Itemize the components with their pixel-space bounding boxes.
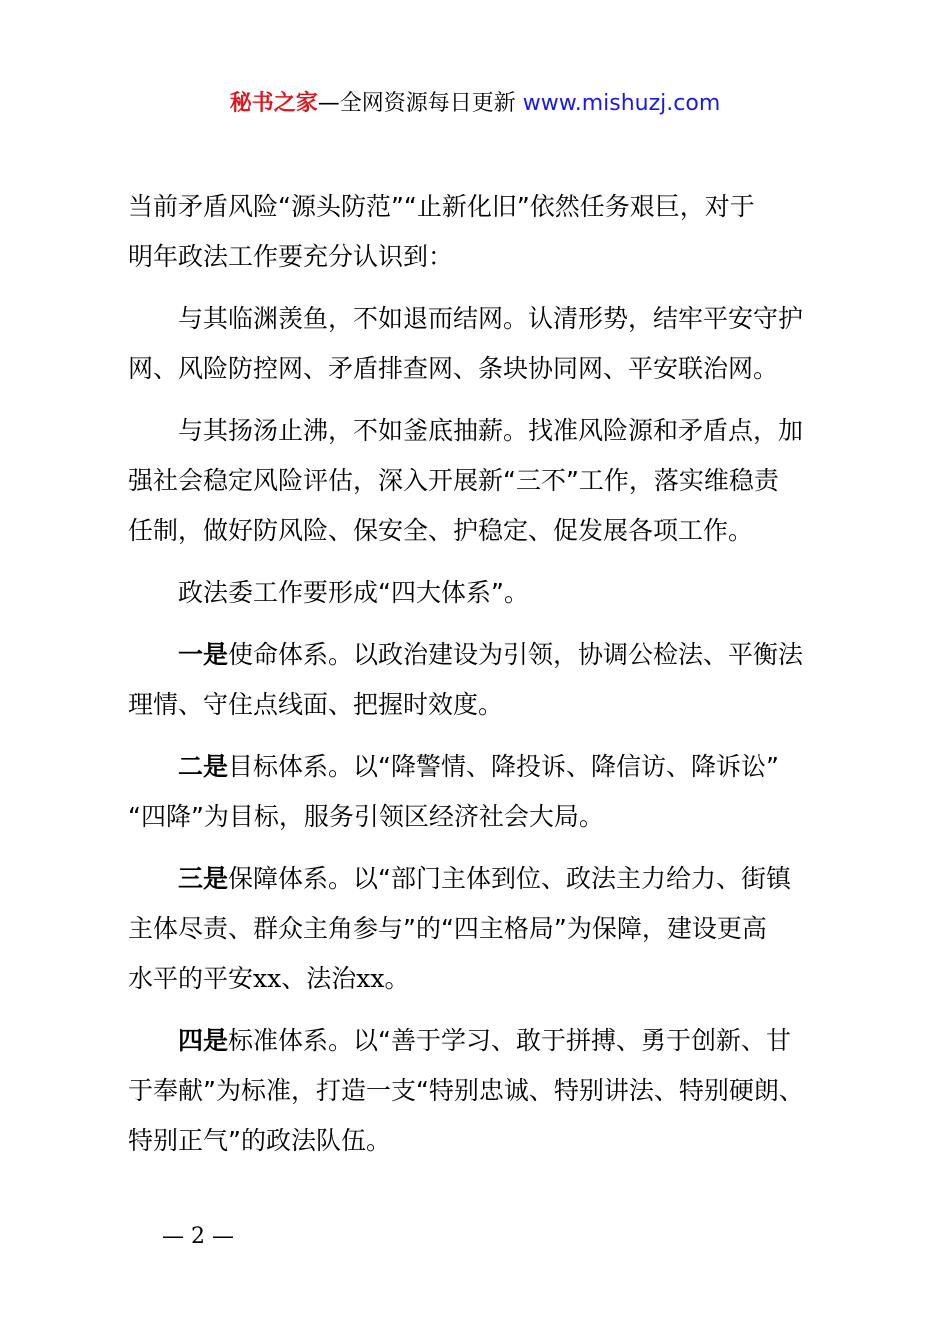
- text-segment: 。: [384, 964, 410, 993]
- paragraph-standard-system: [128, 1016, 848, 1166]
- document-body: [128, 182, 848, 1166]
- item-text: 目标体系。以“降警情、降投诉、降信访、降诉讼”: [228, 752, 779, 781]
- text-line: 明年政法工作要充分认识到：: [128, 242, 454, 271]
- site-url-link[interactable]: www.mishuzj.com: [522, 91, 721, 116]
- banner-tagline: —全网资源每日更新: [317, 91, 516, 116]
- paragraph-goal-system: [128, 742, 848, 842]
- paragraph-four-systems: [128, 568, 848, 618]
- text-line: 于奉献”为标准，打造一支“特别忠诚、特别讲法、特别硬朗、: [128, 1076, 804, 1105]
- text-line: 主体尽责、群众主角参与”的“四主格局”为保障，建设更高: [128, 914, 767, 943]
- text-line: “四降”为目标，服务引领区经济社会大局。: [128, 802, 604, 831]
- brand-name: 秘书之家: [229, 91, 318, 116]
- page-number: — 2 —: [162, 1224, 234, 1249]
- text-line: 特别正气”的政法队伍。: [128, 1126, 391, 1155]
- paragraph-guarantee-system: [128, 854, 848, 1004]
- site-banner: [0, 86, 950, 122]
- text-line: [128, 1016, 848, 1066]
- item-lead: 四是: [178, 1026, 229, 1055]
- text-line: 与其临渊羡鱼，不如退而结网。认清形势，结牢平安守护: [178, 304, 804, 333]
- text-segment: 水平的平安: [128, 964, 254, 993]
- text-line: 当前矛盾风险“源头防范”“止新化旧”依然任务艰巨，对于: [128, 192, 755, 221]
- text-line: 强社会稳定风险评估，深入开展新“三不”工作，落实维稳责: [128, 466, 779, 495]
- text-line: [128, 742, 848, 792]
- text-line: 与其扬汤止沸，不如釜底抽薪。找准风险源和矛盾点，加: [178, 416, 804, 445]
- paragraph-net: [128, 294, 848, 394]
- paragraph-intro: [128, 182, 848, 282]
- item-lead: 一是: [178, 640, 229, 669]
- text-segment: 、法治: [281, 964, 357, 993]
- text-line: 政法委工作要形成“四大体系”。: [178, 578, 529, 607]
- item-text: 标准体系。以“善于学习、敢于拼搏、勇于创新、甘: [228, 1026, 791, 1055]
- text-line: 网、风险防控网、矛盾排查网、条块协同网、平安联治网。: [128, 354, 779, 383]
- placeholder-xx: xx: [356, 964, 385, 993]
- text-line: 理情、守住点线面、把握时效度。: [128, 690, 504, 719]
- item-text: 使命体系。以政治建设为引领，协调公检法、平衡法: [228, 640, 804, 669]
- item-lead: 三是: [178, 864, 229, 893]
- text-line: 任制，做好防风险、保安全、护稳定、促发展各项工作。: [128, 516, 754, 545]
- text-line: [128, 854, 848, 904]
- item-lead: 二是: [178, 752, 229, 781]
- placeholder-xx: xx: [253, 964, 282, 993]
- text-line: [128, 954, 848, 1004]
- text-line: [128, 630, 848, 680]
- paragraph-root-cause: [128, 406, 848, 556]
- item-text: 保障体系。以“部门主体到位、政法主力给力、街镇: [228, 864, 791, 893]
- paragraph-mission-system: [128, 630, 848, 730]
